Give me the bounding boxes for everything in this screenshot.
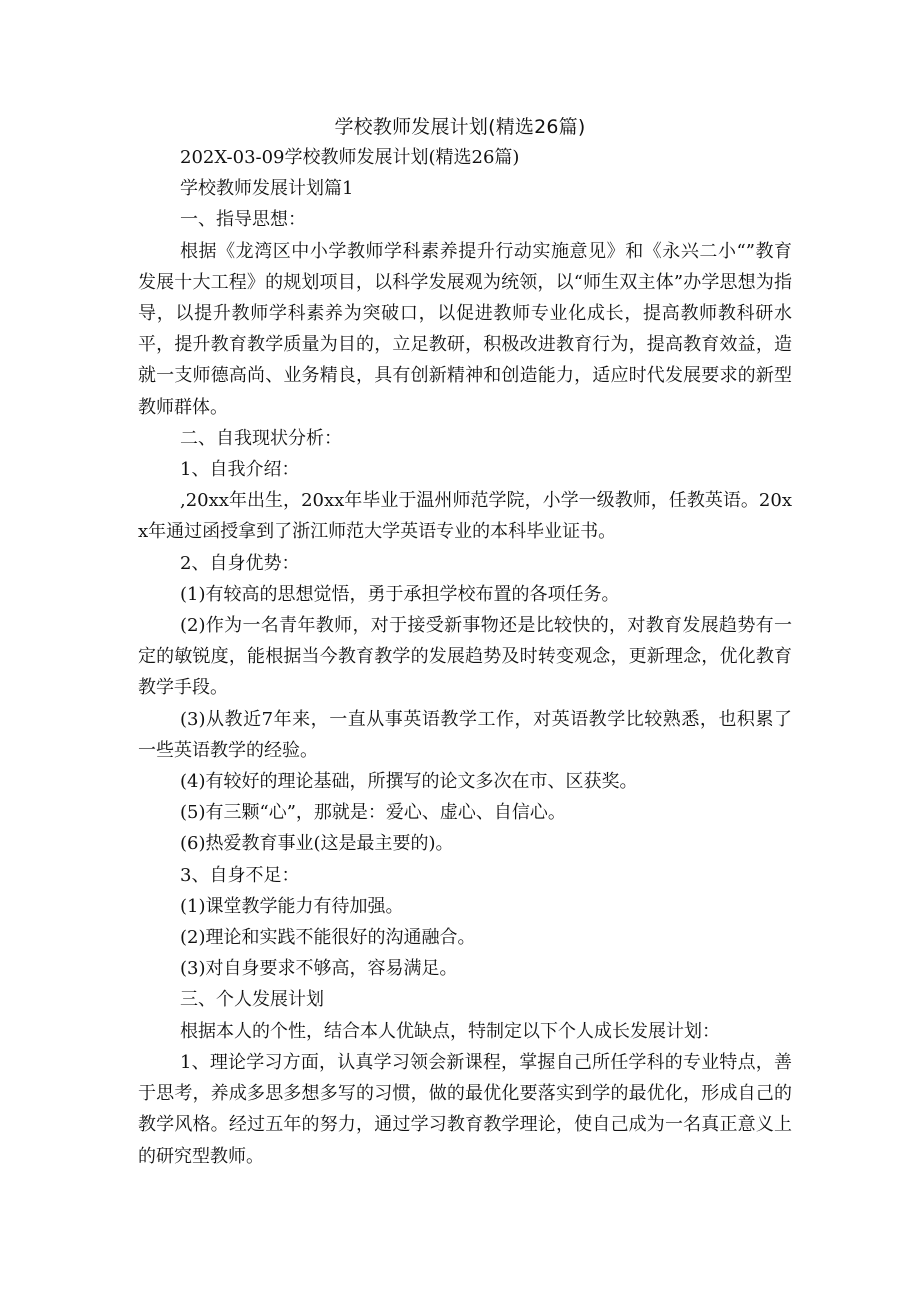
document-body bbox=[138, 142, 792, 1172]
list-item: (3)对自身要求不够高，容易满足。 bbox=[180, 958, 458, 980]
subsection-heading: 3、自身不足： bbox=[180, 864, 300, 886]
paragraph: 根据《龙湾区中小学教师学科素养提升行动实施意见》和《永兴二小“”教育发展十大工程》的规划项目，以科学发展观为统领，以“师生双主体”办学思想为指导，以提升教师学科素养为突破口，以促进教师专业化成长，提高教师教科研水平，提升教育教学质量为目的，立足教研，积极改进教育行为，提高教育效益，造就一支师德高尚、业务精良，具有创新精神和创造能力，适应时代发展要求的新型教师群体。 bbox=[138, 240, 792, 418]
subsection-heading: 2、自身优势： bbox=[180, 552, 300, 574]
list-item: (6)热爱教育事业(这是最主要的)。 bbox=[180, 833, 454, 855]
document-title: 学校教师发展计划(精选26篇) bbox=[334, 116, 586, 138]
paragraph: ,20xx年出生，20xx年毕业于温州师范学院，小学一级教师，任教英语。20xx年通过函授拿到了浙江师范大学英语专业的本科毕业证书。 bbox=[138, 490, 792, 543]
section-heading: 二、自我现状分析： bbox=[180, 427, 342, 449]
section-heading: 学校教师发展计划篇1 bbox=[180, 178, 354, 200]
list-item: (1)有较高的思想觉悟，勇于承担学校布置的各项任务。 bbox=[180, 583, 620, 605]
list-item: (1)课堂教学能力有待加强。 bbox=[180, 895, 404, 917]
subsection-heading: 1、自我介绍： bbox=[180, 459, 300, 481]
paragraph: 1、理论学习方面，认真学习领会新课程，掌握自己所任学科的专业特点，善于思考，养成多思多想多写的习惯，做的最优化要落实到学的最优化，形成自己的教学风格。经过五年的努力，通过学习教育教学理论，使自己成为一名真正意义上的研究型教师。 bbox=[138, 1051, 792, 1167]
section-heading: 三、个人发展计划 bbox=[180, 989, 324, 1011]
list-item: (4)有较好的理论基础，所撰写的论文多次在市、区获奖。 bbox=[180, 771, 638, 793]
section-heading: 一、指导思想： bbox=[180, 209, 306, 231]
paragraph: 根据本人的个性，结合本人优缺点，特制定以下个人成长发展计划： bbox=[180, 1020, 720, 1042]
list-item: (2)理论和实践不能很好的沟通融合。 bbox=[180, 927, 476, 949]
list-item: (3)从教近7年来，一直从事英语教学工作，对英语教学比较熟悉，也积累了一些英语教学的经验。 bbox=[138, 708, 792, 761]
list-item: (5)有三颗“心”，那就是：爱心、虚心、自信心。 bbox=[180, 802, 566, 824]
list-item: (2)作为一名青年教师，对于接受新事物还是比较快的，对教育发展趋势有一定的敏锐度，能根据当今教育教学的发展趋势及时转变观念，更新理念，优化教育教学手段。 bbox=[138, 615, 792, 699]
document-date-line: 202X-03-09学校教师发展计划(精选26篇) bbox=[180, 147, 520, 168]
